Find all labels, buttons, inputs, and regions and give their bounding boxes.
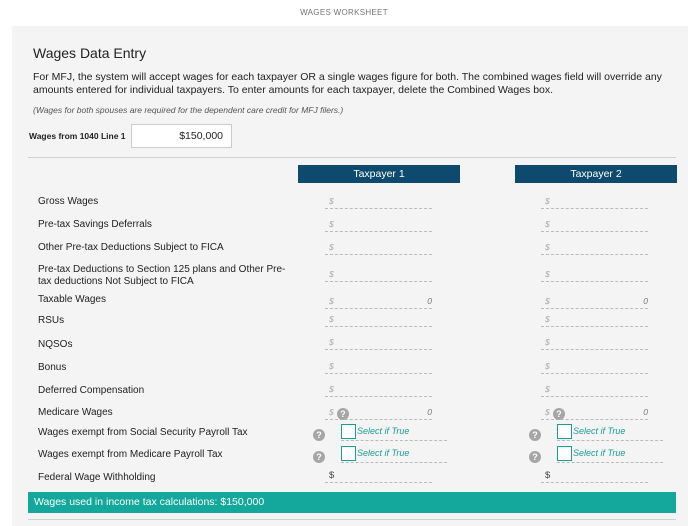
field-value: 0 — [643, 407, 648, 417]
row-label-section-125: Pre-tax Deductions to Section 125 plans and Other Pre-tax deductions Not Subject to FICA — [38, 264, 286, 287]
dollar-sign: $ — [329, 219, 334, 229]
exempt-ss-tp1-checkbox-label: Select if True — [357, 426, 410, 436]
nqsos-tp1-input[interactable] — [325, 336, 432, 350]
dollar-sign: $ — [545, 296, 550, 306]
section-125-tp1-input[interactable] — [325, 268, 432, 282]
pretax-savings-tp2-input[interactable] — [541, 218, 648, 232]
field-value: 0 — [427, 407, 432, 417]
rsus-tp1-input[interactable] — [325, 313, 432, 327]
section-note: (Wages for both spouses are required for the dependent care credit for MFJ filers.) — [33, 105, 344, 115]
row-label-federal-withholding: Federal Wage Withholding — [38, 472, 156, 483]
bonus-tp2-input[interactable] — [541, 360, 648, 374]
income-tax-wages-banner: Wages used in income tax calculations: $150,000 — [28, 492, 676, 513]
federal-withholding-tp1-input[interactable] — [325, 469, 432, 483]
exempt-ss-tp2-help-icon[interactable]: ? — [529, 429, 541, 441]
dollar-sign: $ — [545, 384, 550, 394]
field-underline — [341, 440, 447, 441]
dollar-sign: $ — [545, 314, 550, 324]
dollar-sign: $ — [329, 361, 334, 371]
row-label-bonus: Bonus — [38, 362, 67, 373]
pretax-savings-tp1-input[interactable] — [325, 218, 432, 232]
section-title: Wages Data Entry — [33, 45, 147, 61]
pretax-fica-tp2-input[interactable] — [541, 241, 648, 255]
exempt-medicare-tp2-checkbox-label: Select if True — [573, 448, 626, 458]
row-label-rsus: RSUs — [38, 315, 65, 326]
exempt-medicare-tp2-help-icon[interactable]: ? — [529, 451, 541, 463]
deferred-comp-tp1-input[interactable] — [325, 383, 432, 397]
field-value: 0 — [427, 296, 432, 306]
dollar-sign: $ — [545, 337, 550, 347]
worksheet-title: WAGES WORKSHEET — [300, 8, 388, 17]
dollar-sign: $ — [329, 470, 335, 481]
section-125-tp2-input[interactable] — [541, 268, 648, 282]
exempt-medicare-tp1-checkbox-label: Select if True — [357, 448, 410, 458]
field-underline — [557, 440, 663, 441]
gross-wages-tp2-input[interactable] — [541, 195, 648, 209]
field-underline — [341, 462, 447, 463]
rsus-tp2-input[interactable] — [541, 313, 648, 327]
pretax-fica-tp1-input[interactable] — [325, 241, 432, 255]
divider — [28, 519, 676, 520]
dollar-sign: $ — [545, 219, 550, 229]
exempt-medicare-tp1-checkbox[interactable] — [341, 446, 356, 461]
row-label-gross-wages: Gross Wages — [38, 196, 99, 207]
dollar-sign: $ — [545, 470, 551, 481]
dollar-sign: $ — [545, 361, 550, 371]
dollar-sign: $ — [329, 296, 334, 306]
dollar-sign: $ — [329, 196, 334, 206]
dollar-sign: $ — [329, 384, 334, 394]
row-label-pretax-fica: Other Pre-tax Deductions Subject to FICA — [38, 242, 224, 253]
taxpayer-1-header: Taxpayer 1 — [298, 165, 460, 183]
medicare-wages-tp2-help-icon[interactable]: ? — [553, 408, 565, 420]
field-value: 0 — [643, 296, 648, 306]
exempt-ss-tp1-help-icon[interactable]: ? — [313, 429, 325, 441]
federal-withholding-tp2-input[interactable] — [541, 469, 648, 483]
exempt-ss-tp1-checkbox[interactable] — [341, 424, 356, 439]
dollar-sign: $ — [545, 269, 550, 279]
section-description: For MFJ, the system will accept wages for each taxpayer OR a single wages figure for both. The combined wages field will override any amounts entered for individual taxpayers. To enter amounts for each taxpayer, delete the Combined Wages box. — [33, 71, 662, 96]
taxable-wages-tp1-value — [325, 295, 432, 309]
row-label-pretax-savings: Pre-tax Savings Deferrals — [38, 219, 152, 230]
dollar-sign: $ — [329, 314, 334, 324]
dollar-sign: $ — [329, 269, 334, 279]
row-label-medicare-wages: Medicare Wages — [38, 407, 113, 418]
medicare-wages-tp1-help-icon[interactable]: ? — [337, 408, 349, 420]
exempt-medicare-tp2-checkbox[interactable] — [557, 446, 572, 461]
row-label-deferred-comp: Deferred Compensation — [38, 385, 145, 396]
dollar-sign: $ — [329, 407, 334, 417]
divider — [28, 157, 676, 158]
row-label-exempt-medicare: Wages exempt from Medicare Payroll Tax — [38, 449, 223, 460]
bonus-tp1-input[interactable] — [325, 360, 432, 374]
dollar-sign: $ — [545, 242, 550, 252]
nqsos-tp2-input[interactable] — [541, 336, 648, 350]
dollar-sign: $ — [545, 196, 550, 206]
dollar-sign: $ — [329, 242, 334, 252]
deferred-comp-tp2-input[interactable] — [541, 383, 648, 397]
taxable-wages-tp2-value — [541, 295, 648, 309]
exempt-ss-tp2-checkbox-label: Select if True — [573, 426, 626, 436]
exempt-ss-tp2-checkbox[interactable] — [557, 424, 572, 439]
row-label-nqsos: NQSOs — [38, 339, 73, 350]
row-label-exempt-ss: Wages exempt from Social Security Payroll Tax — [38, 427, 248, 438]
wages-1040-label: Wages from 1040 Line 1 — [29, 131, 126, 141]
wages-1040-input[interactable]: $150,000 — [131, 124, 232, 148]
row-label-taxable-wages: Taxable Wages — [38, 294, 106, 305]
exempt-medicare-tp1-help-icon[interactable]: ? — [313, 451, 325, 463]
gross-wages-tp1-input[interactable] — [325, 195, 432, 209]
taxpayer-2-header: Taxpayer 2 — [515, 165, 677, 183]
field-underline — [557, 462, 663, 463]
dollar-sign: $ — [545, 407, 550, 417]
dollar-sign: $ — [329, 337, 334, 347]
